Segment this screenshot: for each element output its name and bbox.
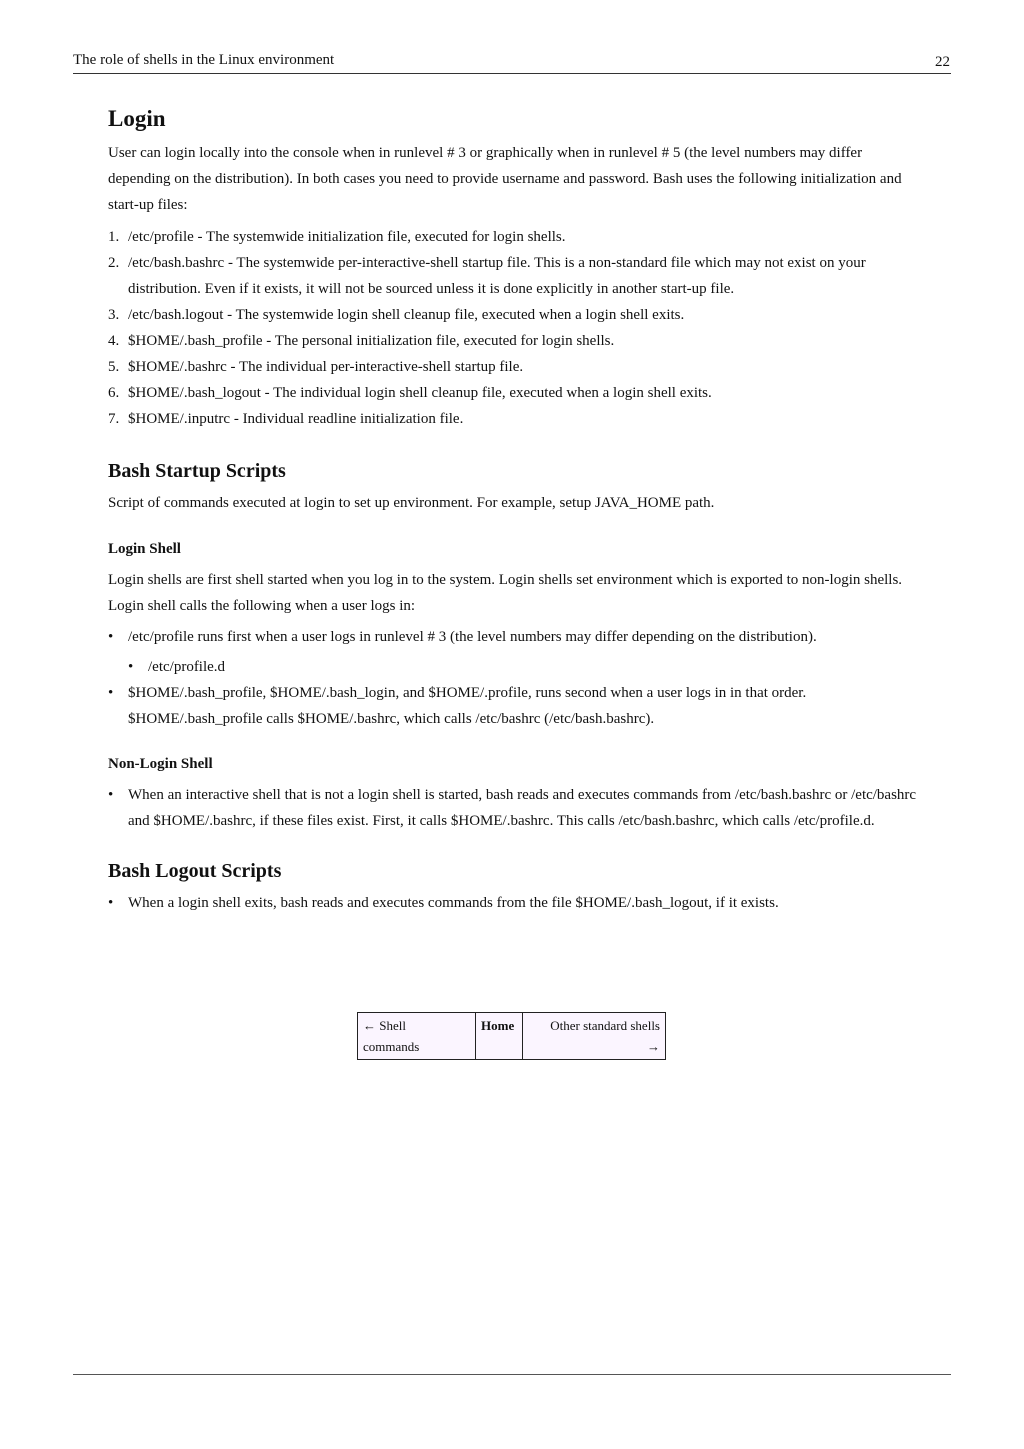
nav-prev-label: ← Shell [363,1018,406,1033]
list-item-text: When an interactive shell that is not a login shell is started, bash reads and executes commands from /etc/bash.bashrc or /etc/bashrc and $HOME/.bashrc, if these files exist. First, it calls $HOME/.bashrc. This calls /etc/bash.bashrc, which calls /etc/profile.d. [128,787,917,829]
list-item [128,654,920,680]
bullet-icon: • [108,787,114,803]
list-item [108,328,920,354]
logout-list [108,890,920,916]
bullet-icon: • [128,659,134,675]
list-item [108,782,920,834]
login-heading: Login [108,106,166,131]
list-item-text: /etc/profile - The systemwide initialization file, executed for login shells. [128,229,566,245]
bullet-icon: • [108,895,114,911]
login-shell-intro: Login shells are first shell started when you log in to the system. Login shells set environment which is exported to non-login shells. Login shell calls the following when a user logs in: [108,572,903,614]
arrow-right-icon: → [647,1039,660,1054]
list-number: 4. [108,333,120,349]
list-item-text: When a login shell exits, bash reads and executes commands from the file $HOME/.bash_logout, if it exists. [128,895,779,911]
list-number: 6. [108,385,120,401]
list-item-text: $HOME/.bash_profile - The personal initialization file, executed for login shells. [128,333,615,349]
list-item [108,890,920,916]
bullet-icon: • [108,685,114,701]
list-item-text: /etc/profile.d [148,659,226,675]
page-number: 22 [935,54,950,70]
list-item-text: /etc/profile runs first when a user logs in runlevel # 3 (the level numbers may differ depending on the distribution). [128,629,817,645]
header-title: The role of shells in the Linux environment [73,52,335,68]
page-header [73,50,951,74]
list-item [108,302,920,328]
list-item [108,406,920,432]
list-number: 5. [108,359,120,375]
list-number: 1. [108,229,120,245]
list-item-text: $HOME/.bashrc - The individual per-interactive-shell startup file. [128,359,524,375]
list-item-text: $HOME/.bash_logout - The individual login shell cleanup file, executed when a login shell exits. [128,385,712,401]
list-item [108,250,920,302]
startup-heading: Bash Startup Scripts [108,460,286,482]
list-item [108,224,920,250]
list-item [108,624,920,680]
non-login-shell-list [108,782,920,834]
list-item [108,680,920,732]
nav-next-link[interactable] [523,1013,666,1060]
sub-list [128,654,920,680]
nav-home-link[interactable] [476,1013,523,1060]
list-item-text: /etc/bash.bashrc - The systemwide per-interactive-shell startup file. This is a non-standard file which may not exist on your distribution. Even if it exists, it will not be sourced unless it is done explicitly in another start-up file. [128,255,866,297]
page-content [108,104,920,916]
nav-prev-link[interactable] [358,1013,476,1060]
logout-heading: Bash Logout Scripts [108,860,282,882]
list-item-text: /etc/bash.logout - The systemwide login shell cleanup file, executed when a login shell exits. [128,307,685,323]
footer-divider [73,1374,951,1375]
login-shell-heading: Login Shell [108,541,181,557]
list-number: 2. [108,255,120,271]
list-item-text: $HOME/.inputrc - Individual readline initialization file. [128,411,464,427]
navigation-table [357,1012,666,1060]
nav-next-label: Other standard shells [550,1018,660,1033]
list-number: 3. [108,307,120,323]
login-files-list [108,224,920,432]
non-login-shell-heading: Non-Login Shell [108,756,213,772]
list-number: 7. [108,411,120,427]
list-item [108,380,920,406]
nav-prev-label-2: commands [363,1039,420,1054]
login-shell-list [108,624,920,732]
list-item-text: $HOME/.bash_profile, $HOME/.bash_login, and $HOME/.profile, runs second when a user logs in in that order. $HOME/.bash_profile calls $HOME/.bashrc, which calls /etc/bashrc (/etc/bash.bashrc). [128,685,807,727]
startup-intro: Script of commands executed at login to set up environment. For example, setup JAVA_HOME path. [108,495,715,511]
login-intro: User can login locally into the console when in runlevel # 3 or graphically when in runlevel # 5 (the level numbers may differ depending on the distribution). In both cases you need to provide username and password. Bash uses the following initialization and start-up files: [108,145,902,213]
list-item [108,354,920,380]
nav-home-label: Home [481,1018,515,1033]
bullet-icon: • [108,629,114,645]
